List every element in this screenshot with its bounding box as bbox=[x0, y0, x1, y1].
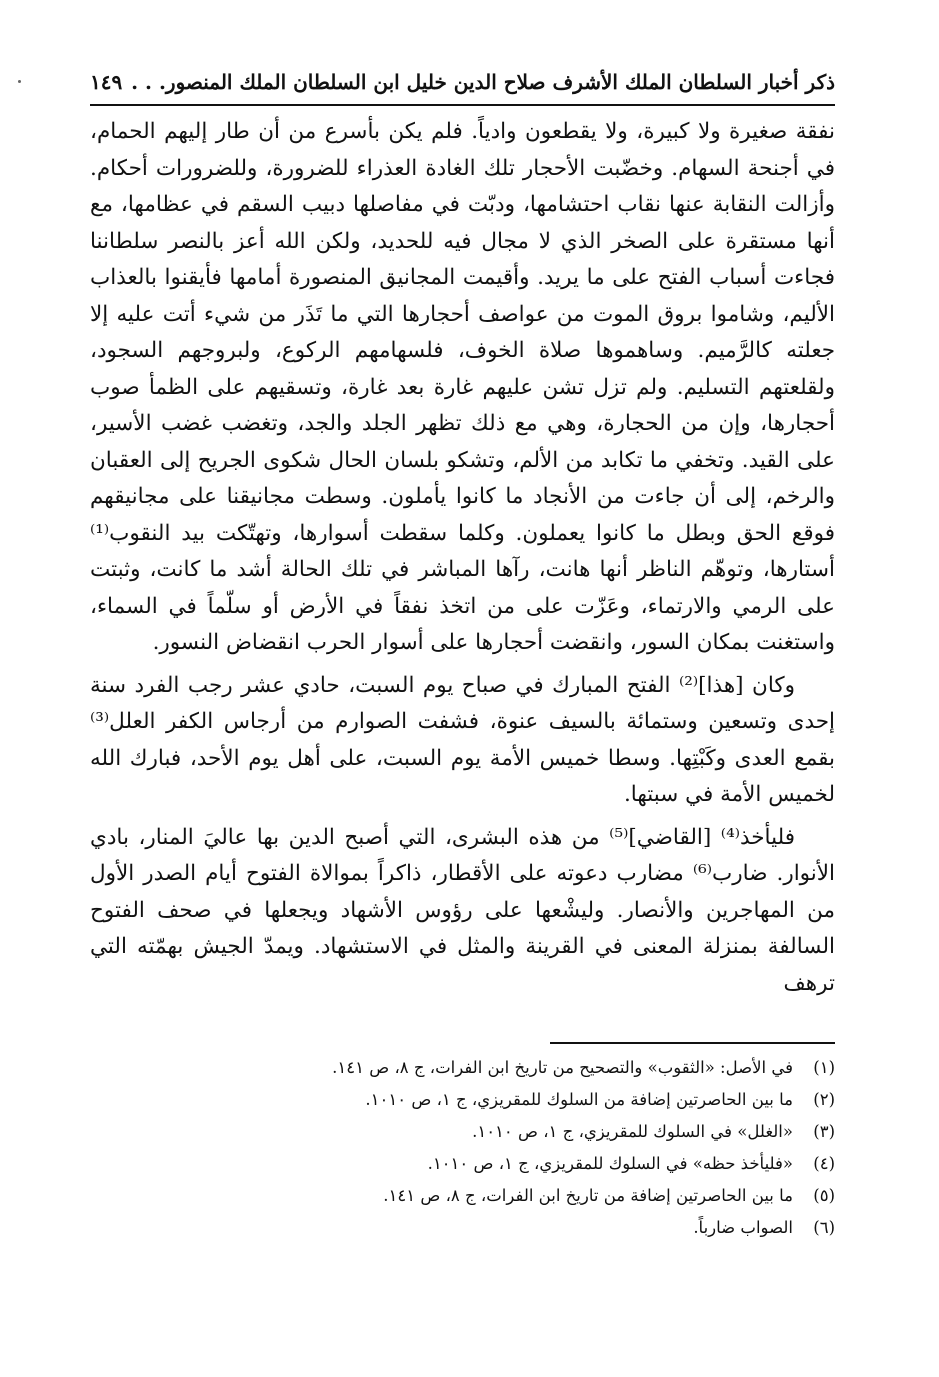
footnote-text: الصواب ضارباً. bbox=[693, 1218, 793, 1237]
footnote-item bbox=[90, 1116, 835, 1148]
footnote-number: (٦) bbox=[813, 1218, 835, 1237]
paragraph-2: وكان [هذا]⁽²⁾ الفتح المبارك في صباح يوم السبت، حادي عشر رجب الفرد سنة إحدى وتسعين وستمائة بالسيف عنوة، فشفت الصوارم من أرجاس الكفر العلل⁽³⁾ بقمع العدى وكَبْتِها. وسطا خميس الأمة يوم السبت، على أهل يوم الأحد، فبارك الله لخميس الأمة في سبتها. bbox=[90, 672, 835, 807]
footnote-item bbox=[90, 1212, 835, 1244]
scan-speck bbox=[18, 80, 21, 83]
body-text bbox=[90, 114, 835, 1002]
page-number: ١٤٩ bbox=[90, 70, 123, 94]
footnote-text: «الغلل» في السلوك للمقريزي، ج ١، ص ١٠١٠. bbox=[472, 1122, 793, 1141]
footnote-number: (١) bbox=[813, 1058, 835, 1077]
footnote-item bbox=[90, 1148, 835, 1180]
footnote-number: (٥) bbox=[813, 1186, 835, 1205]
footnote-text: في الأصل: «الثقوب» والتصحيح من تاريخ ابن الفرات، ج ٨، ص ١٤١. bbox=[332, 1058, 793, 1077]
footnote-text: «فليأخذ حظه» في السلوك للمقريزي، ج ١، ص ١٠١٠. bbox=[427, 1154, 793, 1173]
paragraph-3: فليأخذ⁽⁴⁾ [القاضي]⁽⁵⁾ من هذه البشرى، التي أصبح الدين بها عاليَ المنار، بادي الأنوار. ضارب⁽⁶⁾ مضارب دعوته على الأقطار، ذاكراً بموالاة الفتوح أيام الصدر الأول من المهاجرين والأنصار. وليشْعها على رؤوس الأشهاد ويجعلها في صحف الفتوح السالفة بمنزلة المعنى في القرينة والمثل في الاستشهاد. ويمدّ الجيش بهمّته التي ترهف bbox=[90, 824, 835, 996]
running-header bbox=[90, 60, 835, 106]
footnote-item bbox=[90, 1084, 835, 1116]
footnote-number: (٤) bbox=[813, 1154, 835, 1173]
footnote-number: (٣) bbox=[813, 1122, 835, 1141]
book-page bbox=[90, 60, 835, 1244]
footnote-text: ما بين الحاصرتين إضافة من تاريخ ابن الفرات، ج ٨، ص ١٤١. bbox=[383, 1186, 793, 1205]
paragraph-1: نفقة صغيرة ولا كبيرة، ولا يقطعون وادياً. فلم يكن بأسرع من أن طار إليهم الحمام، في أجنحة السهام. وخضّبت الأحجار تلك الغادة العذراء للضرورة، وللضرورات أحكام. وأزالت النقابة عنها نقاب احتشامها، ودبّت في مفاصلها دبيب السقم في عظامها، مع أنها مستقرة على الصخر الذي لا مجال فيه للحديد، ولكن الله أعز بالنصر سلطاننا فجاءت أسباب الفتح على ما يريد. وأقيمت المجانيق المنصورة أمامها فأيقنوا بالعذاب الأليم، وشاموا بروق الموت من عواصف أحجارها التي ما تَذَر من شيء أتت عليه إلا جعلته كالرَّميم. وساهموها صلاة الخوف، فلسهامهم الركوع، ولبروجهم السجود، ولقلعتهم التسليم. ولم تزل تشن عليهم غارة بعد غارة، وتسقيهم على الظمأ صوب أحجارها، وإن من الحجارة، وهي مع ذلك تظهر الجلد والجد، وتغضب غضب الأسير، على القيد. وتخفي ما تكابد من الألم، وتشكو بلسان الحال شكوى الجريح إلى العقبان والرخم، إلى أن جاءت من الأنجاد ما كانوا يأملون. وسطت مجانيقنا على مجانيقهم فوقع الحق وبطل ما كانوا يعملون. وكلما سقطت أسوارها، وتهتّكت بيد النقوب⁽¹⁾ أستارها، وتوهّم الناظر أنها هانت، رآها المباشر في تلك الحالة أشد ما كانت، وثبتت على الرمي والارتماء، وعَزّت على من اتخذ نفقاً في الأرض أو سلّماً في السماء، واستغنت بمكان السور، وانقضت أحجارها على أسوار الحرب انقضاض النسور. bbox=[90, 119, 835, 655]
footnote-item bbox=[90, 1180, 835, 1212]
footnote-text: ما بين الحاصرتين إضافة من السلوك للمقريزي، ج ١، ص ١٠١٠. bbox=[365, 1090, 793, 1109]
footnote-item bbox=[90, 1052, 835, 1084]
footnote-separator bbox=[550, 1042, 835, 1044]
running-title: ذكر أخبار السلطان الملك الأشرف صلاح الدين خليل ابن السلطان الملك المنصور. . . bbox=[131, 70, 835, 94]
footnotes bbox=[90, 1052, 835, 1244]
footnote-number: (٢) bbox=[813, 1090, 835, 1109]
